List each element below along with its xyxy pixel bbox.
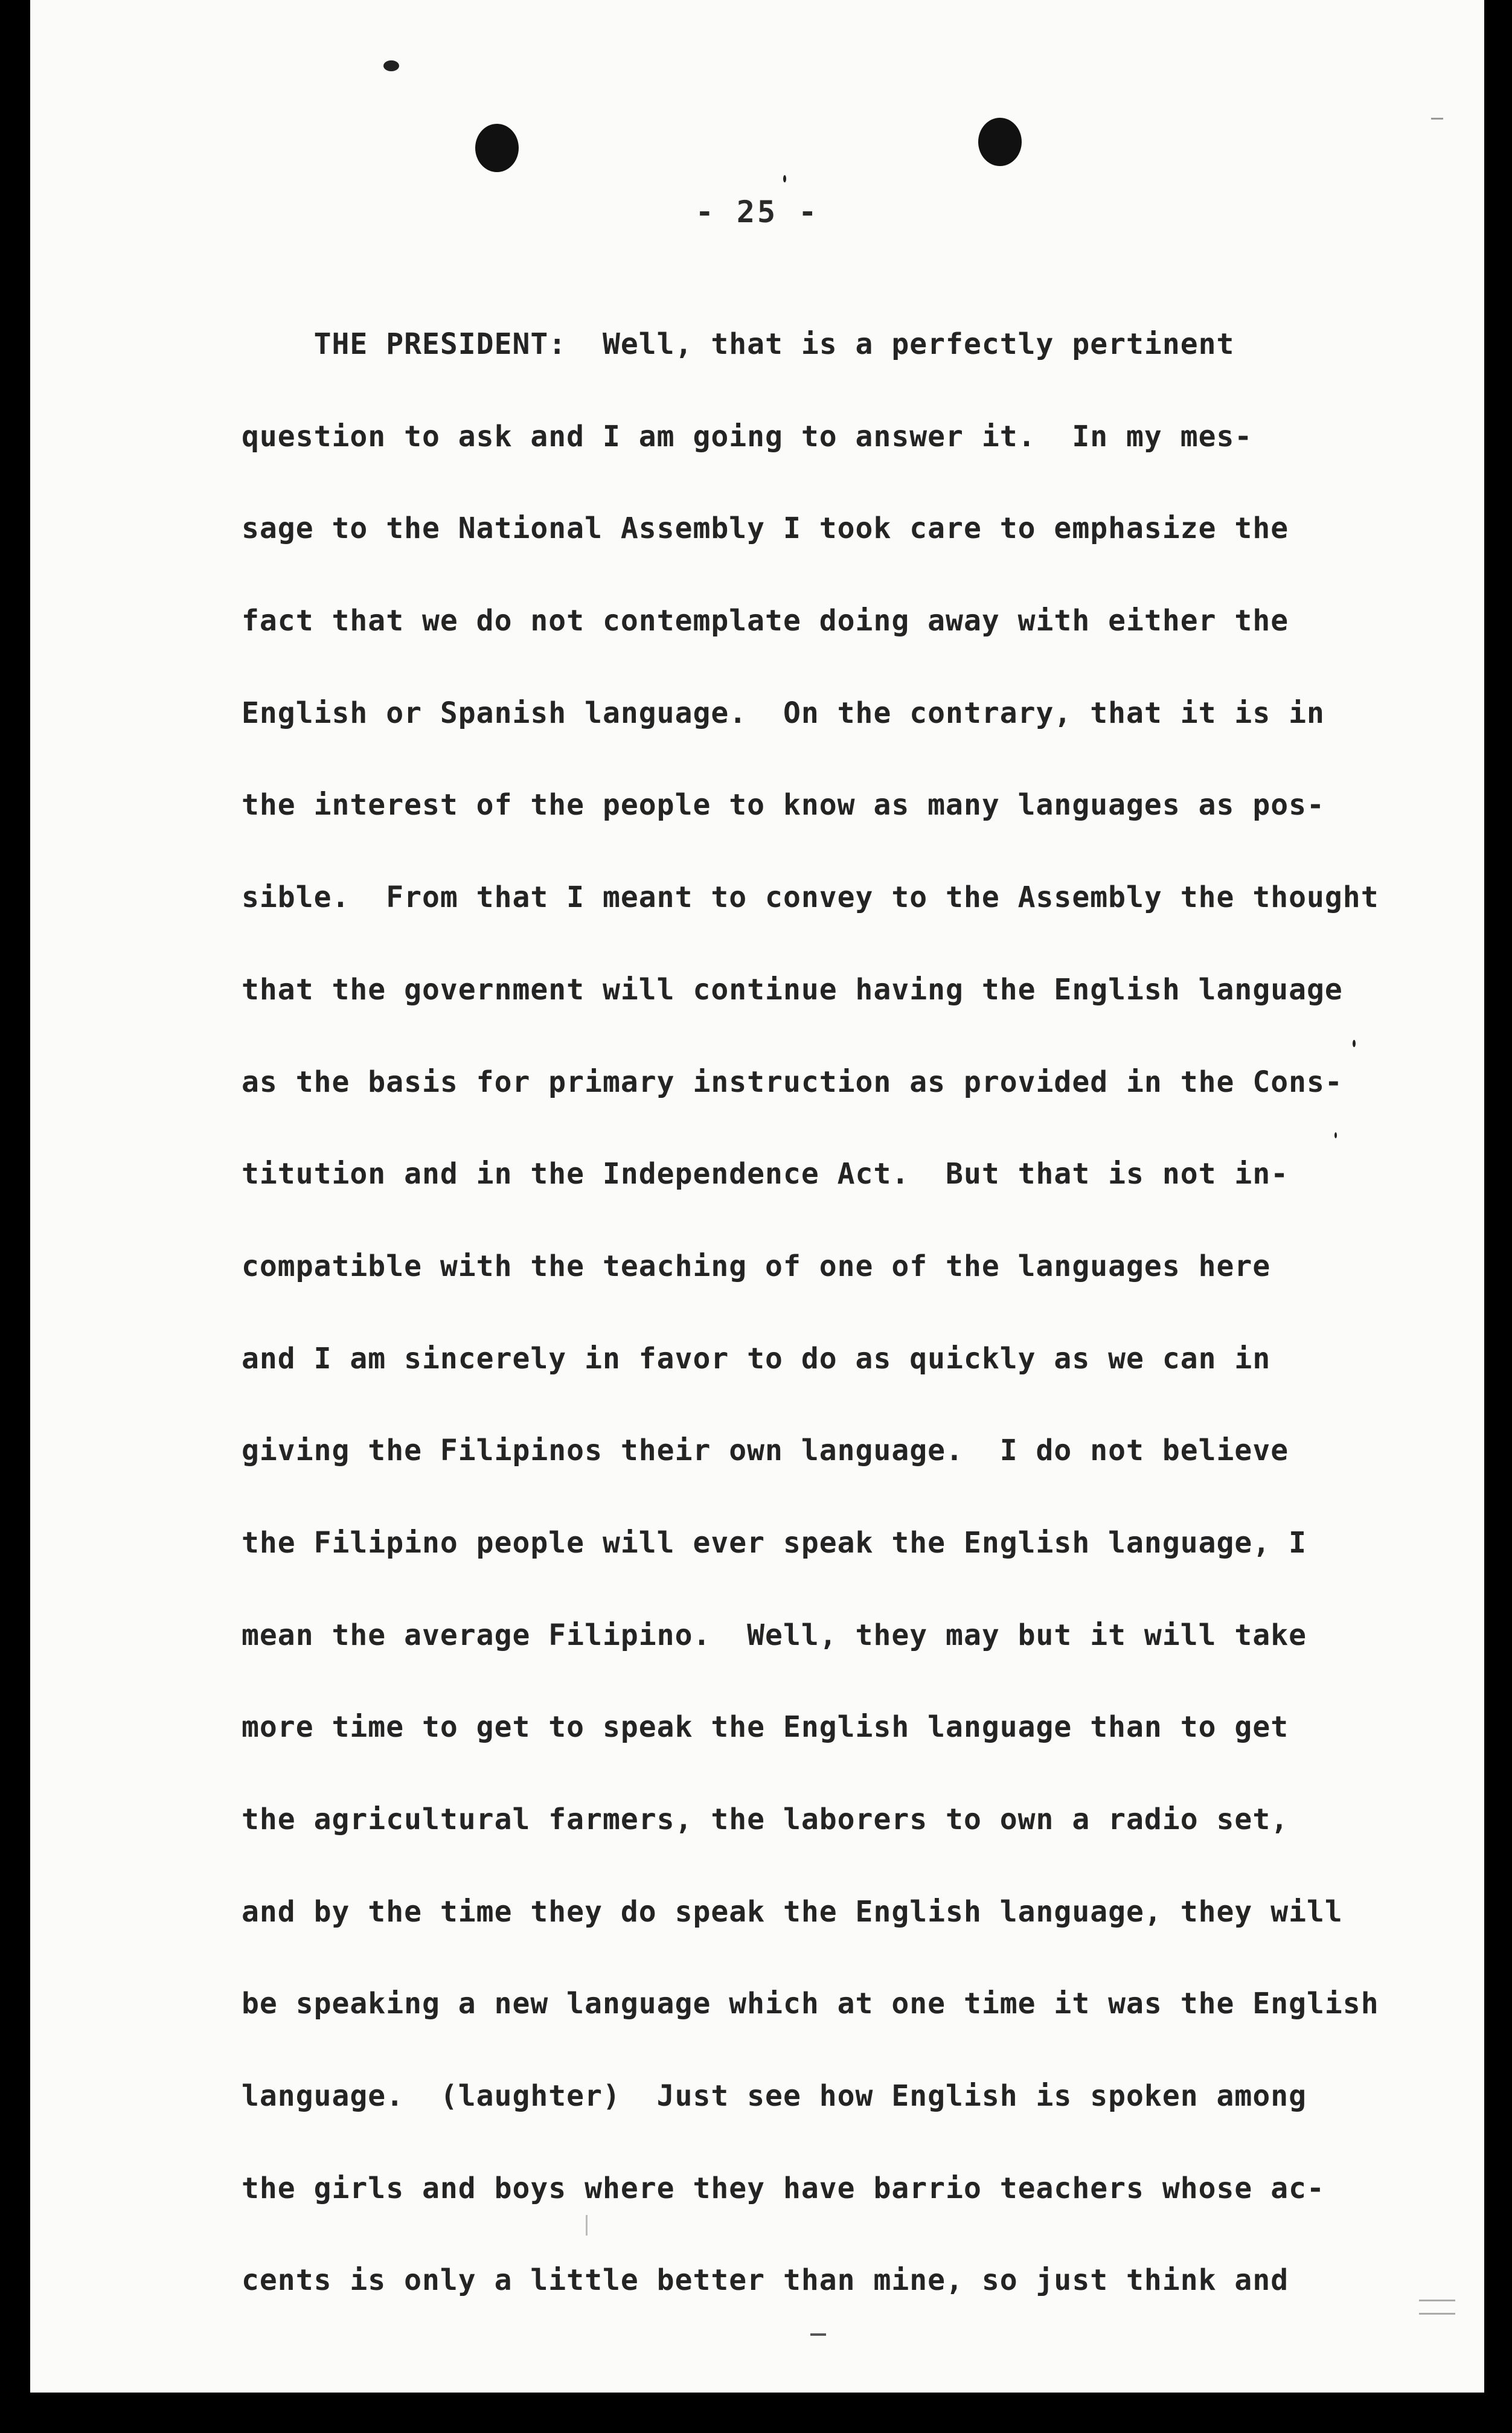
text-line: compatible with the teaching of one of the languages here (242, 1249, 1271, 1283)
text-line: the girls and boys where they have barrio teachers whose ac- (242, 2171, 1325, 2205)
text-line: language. (laughter) Just see how English is spoken among (242, 2079, 1307, 2114)
text-line: be speaking a new language which at one time it was the English (242, 1987, 1379, 2021)
text-line: giving the Filipinos their own language. I do not believe (242, 1434, 1289, 1468)
typed-text-body (242, 320, 1443, 2348)
text-line: as the basis for primary instruction as provided in the Cons- (242, 1065, 1343, 1099)
text-line: more time to get to speak the English language than to get (242, 1710, 1289, 1745)
text-line: sible. From that I meant to convey to the Assembly the thought (242, 880, 1379, 915)
ink-speck (783, 175, 786, 182)
text-line: and I am sincerely in favor to do as quickly as we can in (242, 1341, 1271, 1376)
text-line: the Filipino people will ever speak the English language, I (242, 1525, 1307, 1560)
text-line: that the government will continue having the English language (242, 972, 1343, 1007)
text-line: English or Spanish language. On the contrary, that it is in (242, 696, 1325, 730)
text-line: sage to the National Assembly I took care to emphasize the (242, 511, 1289, 546)
text-line: and by the time they do speak the English language, they will (242, 1894, 1343, 1929)
text-line: titution and in the Independence Act. But that is not in- (242, 1157, 1289, 1191)
text-line: THE PRESIDENT: Well, that is a perfectly pertinent (242, 327, 1235, 361)
ink-speck (383, 60, 399, 71)
scan-mark (1431, 118, 1443, 120)
text-line: the interest of the people to know as many languages as pos- (242, 788, 1325, 822)
text-line: fact that we do not contemplate doing away with either the (242, 604, 1289, 638)
punch-hole-left (475, 124, 519, 172)
page-number: - 25 - (695, 194, 819, 229)
text-line: the agricultural farmers, the laborers to own a radio set, (242, 1803, 1289, 1836)
text-line: question to ask and I am going to answer it. In my mes- (242, 419, 1253, 454)
punch-hole-right (978, 118, 1022, 166)
document-page (30, 0, 1484, 2393)
text-line: cents is only a little better than mine, so just think and (242, 2263, 1289, 2298)
text-line: mean the average Filipino. Well, they may but it will take (242, 1618, 1307, 1652)
